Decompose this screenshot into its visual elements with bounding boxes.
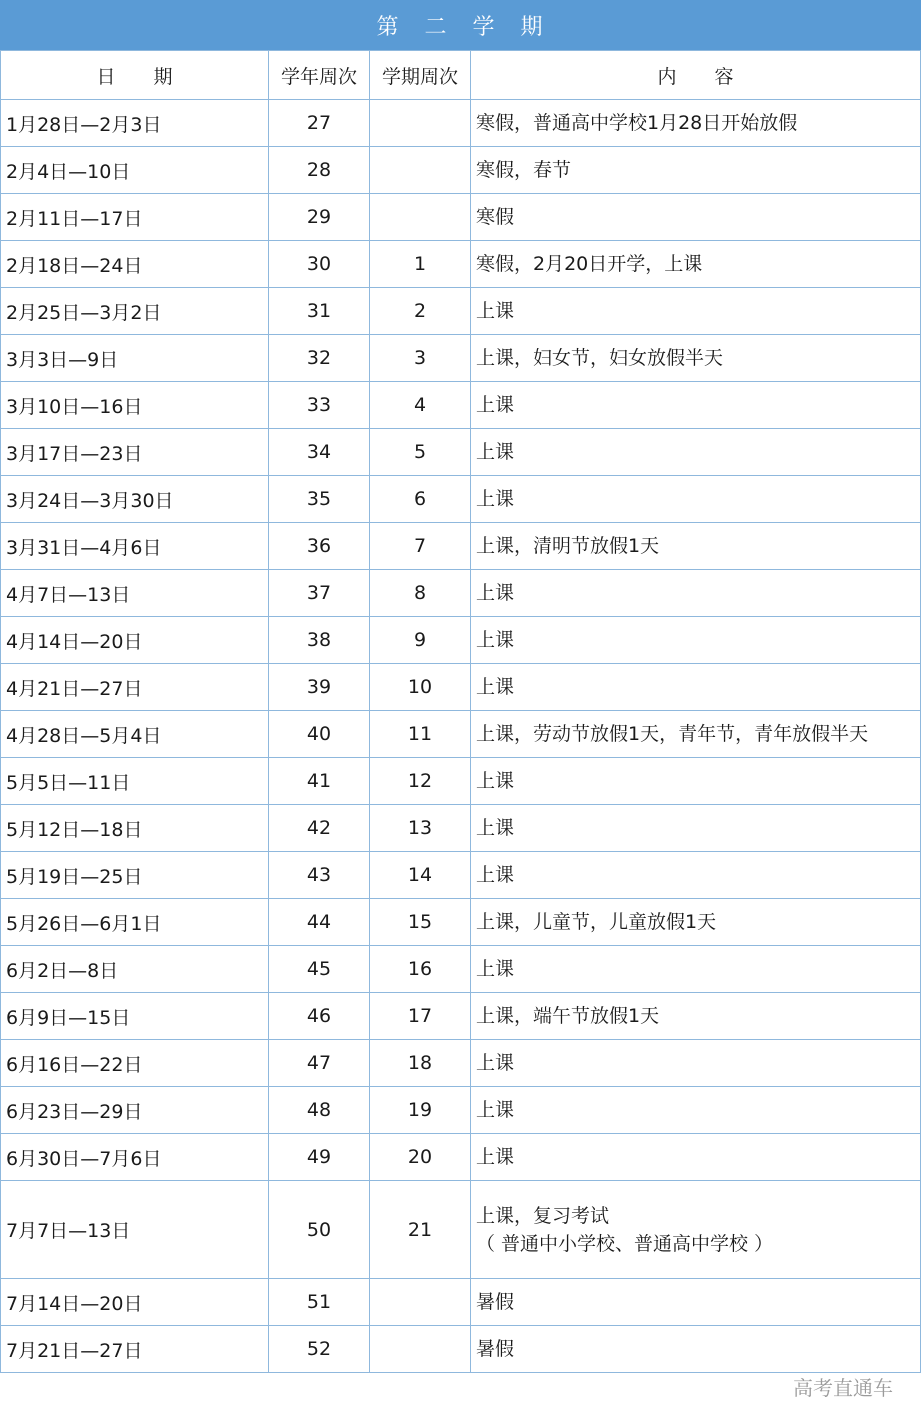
content-line: 暑假 bbox=[476, 1291, 515, 1313]
content-cell bbox=[471, 570, 921, 617]
content-cell bbox=[471, 1279, 921, 1326]
content-line: 上课 bbox=[476, 300, 515, 322]
table-row bbox=[1, 946, 921, 993]
term-week-cell: 13 bbox=[370, 805, 471, 852]
content-line: 上课 bbox=[476, 629, 515, 651]
table-row bbox=[1, 1181, 921, 1279]
table-row bbox=[1, 382, 921, 429]
content-cell bbox=[471, 1134, 921, 1181]
term-week-cell: 9 bbox=[370, 617, 471, 664]
year-week-cell: 38 bbox=[269, 617, 370, 664]
content-line: 上课，妇女节，妇女放假半天 bbox=[476, 347, 724, 369]
content-cell bbox=[471, 758, 921, 805]
content-line: 上课 bbox=[476, 441, 515, 463]
term-week-cell: 2 bbox=[370, 288, 471, 335]
year-week-cell: 28 bbox=[269, 147, 370, 194]
date-cell: 6月16日—22日 bbox=[1, 1040, 269, 1087]
date-cell: 5月19日—25日 bbox=[1, 852, 269, 899]
term-week-column-header: 学期周次 bbox=[370, 51, 471, 100]
content-line: 寒假，普通高中学校1月28日开始放假 bbox=[476, 112, 798, 134]
watermark: 高考直通车 bbox=[793, 1376, 893, 1400]
year-week-cell: 30 bbox=[269, 241, 370, 288]
schedule-table bbox=[0, 50, 921, 1373]
date-cell: 6月23日—29日 bbox=[1, 1087, 269, 1134]
content-line: 寒假，2月20日开学，上课 bbox=[476, 253, 703, 275]
date-cell: 2月4日—10日 bbox=[1, 147, 269, 194]
table-row bbox=[1, 429, 921, 476]
date-cell: 4月28日—5月4日 bbox=[1, 711, 269, 758]
term-week-cell bbox=[370, 147, 471, 194]
date-cell: 3月17日—23日 bbox=[1, 429, 269, 476]
year-week-cell: 46 bbox=[269, 993, 370, 1040]
table-row bbox=[1, 1040, 921, 1087]
content-line: 寒假，春节 bbox=[476, 159, 572, 181]
term-week-cell: 21 bbox=[370, 1181, 471, 1279]
year-week-cell: 49 bbox=[269, 1134, 370, 1181]
year-week-cell: 48 bbox=[269, 1087, 370, 1134]
year-week-cell: 36 bbox=[269, 523, 370, 570]
content-cell bbox=[471, 1040, 921, 1087]
content-line: 上课，儿童节，儿童放假1天 bbox=[476, 911, 717, 933]
content-cell bbox=[471, 100, 921, 147]
content-line: 上课 bbox=[476, 817, 515, 839]
term-week-cell: 5 bbox=[370, 429, 471, 476]
content-cell bbox=[471, 1087, 921, 1134]
term-week-cell: 6 bbox=[370, 476, 471, 523]
year-week-cell: 47 bbox=[269, 1040, 370, 1087]
date-cell: 5月12日—18日 bbox=[1, 805, 269, 852]
year-week-cell: 34 bbox=[269, 429, 370, 476]
table-row bbox=[1, 899, 921, 946]
term-week-cell: 20 bbox=[370, 1134, 471, 1181]
content-cell bbox=[471, 194, 921, 241]
content-line: 上课 bbox=[476, 488, 515, 510]
table-row bbox=[1, 993, 921, 1040]
content-line: 寒假 bbox=[476, 206, 515, 228]
content-cell bbox=[471, 382, 921, 429]
term-week-cell: 1 bbox=[370, 241, 471, 288]
year-week-cell: 27 bbox=[269, 100, 370, 147]
content-cell bbox=[471, 899, 921, 946]
date-cell: 1月28日—2月3日 bbox=[1, 100, 269, 147]
term-week-cell: 12 bbox=[370, 758, 471, 805]
content-line: 上课 bbox=[476, 676, 515, 698]
year-week-cell: 33 bbox=[269, 382, 370, 429]
term-week-cell bbox=[370, 100, 471, 147]
term-week-cell: 7 bbox=[370, 523, 471, 570]
term-week-cell bbox=[370, 1326, 471, 1373]
table-row bbox=[1, 805, 921, 852]
content-line: 上课 bbox=[476, 770, 515, 792]
date-cell: 3月31日—4月6日 bbox=[1, 523, 269, 570]
table-row bbox=[1, 1087, 921, 1134]
header-row bbox=[1, 51, 921, 100]
content-cell bbox=[471, 335, 921, 382]
date-cell: 5月5日—11日 bbox=[1, 758, 269, 805]
content-line: 上课 bbox=[476, 394, 515, 416]
date-cell: 6月2日—8日 bbox=[1, 946, 269, 993]
date-cell: 7月21日—27日 bbox=[1, 1326, 269, 1373]
content-line: 暑假 bbox=[476, 1338, 515, 1360]
year-week-cell: 50 bbox=[269, 1181, 370, 1279]
term-week-cell bbox=[370, 1279, 471, 1326]
term-week-cell: 4 bbox=[370, 382, 471, 429]
date-cell: 6月30日—7月6日 bbox=[1, 1134, 269, 1181]
content-line: 上课 bbox=[476, 1146, 515, 1168]
term-week-cell: 18 bbox=[370, 1040, 471, 1087]
table-row bbox=[1, 758, 921, 805]
content-cell bbox=[471, 617, 921, 664]
year-week-cell: 37 bbox=[269, 570, 370, 617]
date-cell: 4月14日—20日 bbox=[1, 617, 269, 664]
table-row bbox=[1, 523, 921, 570]
year-week-cell: 35 bbox=[269, 476, 370, 523]
date-cell: 5月26日—6月1日 bbox=[1, 899, 269, 946]
term-week-cell: 3 bbox=[370, 335, 471, 382]
content-line: （ 普通中小学校、普通高中学校 ） bbox=[476, 1232, 774, 1255]
year-week-cell: 42 bbox=[269, 805, 370, 852]
table-row bbox=[1, 476, 921, 523]
year-week-cell: 41 bbox=[269, 758, 370, 805]
year-week-column-header: 学年周次 bbox=[269, 51, 370, 100]
date-cell: 2月11日—17日 bbox=[1, 194, 269, 241]
table-row bbox=[1, 1134, 921, 1181]
content-line: 上课，劳动节放假1天，青年节，青年放假半天 bbox=[476, 723, 869, 745]
year-week-cell: 31 bbox=[269, 288, 370, 335]
content-line: 上课，清明节放假1天 bbox=[476, 535, 660, 557]
date-cell: 7月14日—20日 bbox=[1, 1279, 269, 1326]
year-week-cell: 45 bbox=[269, 946, 370, 993]
term-week-cell: 14 bbox=[370, 852, 471, 899]
table-row bbox=[1, 711, 921, 758]
content-cell bbox=[471, 852, 921, 899]
date-cell: 6月9日—15日 bbox=[1, 993, 269, 1040]
content-cell bbox=[471, 946, 921, 993]
term-week-cell: 17 bbox=[370, 993, 471, 1040]
content-cell bbox=[471, 241, 921, 288]
table-row bbox=[1, 664, 921, 711]
content-cell bbox=[471, 288, 921, 335]
content-line: 上课，端午节放假1天 bbox=[476, 1005, 660, 1027]
content-cell bbox=[471, 711, 921, 758]
content-line: 上课 bbox=[476, 1099, 515, 1121]
content-cell bbox=[471, 993, 921, 1040]
table-row bbox=[1, 1279, 921, 1326]
table-row bbox=[1, 335, 921, 382]
table-row bbox=[1, 194, 921, 241]
table-row bbox=[1, 852, 921, 899]
table-row bbox=[1, 1326, 921, 1373]
content-line: 上课，复习考试 bbox=[476, 1204, 610, 1227]
content-line: 上课 bbox=[476, 864, 515, 886]
content-line: 上课 bbox=[476, 958, 515, 980]
date-column-header: 日 期 bbox=[1, 51, 269, 100]
content-line: 上课 bbox=[476, 582, 515, 604]
content-cell bbox=[471, 523, 921, 570]
term-week-cell bbox=[370, 194, 471, 241]
table-row bbox=[1, 147, 921, 194]
date-cell: 7月7日—13日 bbox=[1, 1181, 269, 1279]
year-week-cell: 44 bbox=[269, 899, 370, 946]
date-cell: 4月7日—13日 bbox=[1, 570, 269, 617]
content-line: 上课 bbox=[476, 1052, 515, 1074]
table-row bbox=[1, 570, 921, 617]
date-cell: 2月25日—3月2日 bbox=[1, 288, 269, 335]
term-week-cell: 10 bbox=[370, 664, 471, 711]
year-week-cell: 51 bbox=[269, 1279, 370, 1326]
content-cell bbox=[471, 664, 921, 711]
term-week-cell: 15 bbox=[370, 899, 471, 946]
content-cell bbox=[471, 429, 921, 476]
table-row bbox=[1, 241, 921, 288]
year-week-cell: 40 bbox=[269, 711, 370, 758]
term-week-cell: 19 bbox=[370, 1087, 471, 1134]
table-row bbox=[1, 288, 921, 335]
date-cell: 3月24日—3月30日 bbox=[1, 476, 269, 523]
year-week-cell: 29 bbox=[269, 194, 370, 241]
year-week-cell: 32 bbox=[269, 335, 370, 382]
content-cell bbox=[471, 476, 921, 523]
year-week-cell: 43 bbox=[269, 852, 370, 899]
table-row bbox=[1, 617, 921, 664]
date-cell: 3月3日—9日 bbox=[1, 335, 269, 382]
term-week-cell: 11 bbox=[370, 711, 471, 758]
date-cell: 2月18日—24日 bbox=[1, 241, 269, 288]
date-cell: 3月10日—16日 bbox=[1, 382, 269, 429]
content-cell bbox=[471, 1326, 921, 1373]
date-cell: 4月21日—27日 bbox=[1, 664, 269, 711]
term-week-cell: 8 bbox=[370, 570, 471, 617]
content-cell bbox=[471, 805, 921, 852]
content-cell bbox=[471, 1181, 921, 1279]
year-week-cell: 39 bbox=[269, 664, 370, 711]
term-week-cell: 16 bbox=[370, 946, 471, 993]
term-title: 第 二 学 期 bbox=[0, 0, 921, 50]
content-column-header: 内 容 bbox=[471, 51, 921, 100]
content-cell bbox=[471, 147, 921, 194]
table-row bbox=[1, 100, 921, 147]
year-week-cell: 52 bbox=[269, 1326, 370, 1373]
